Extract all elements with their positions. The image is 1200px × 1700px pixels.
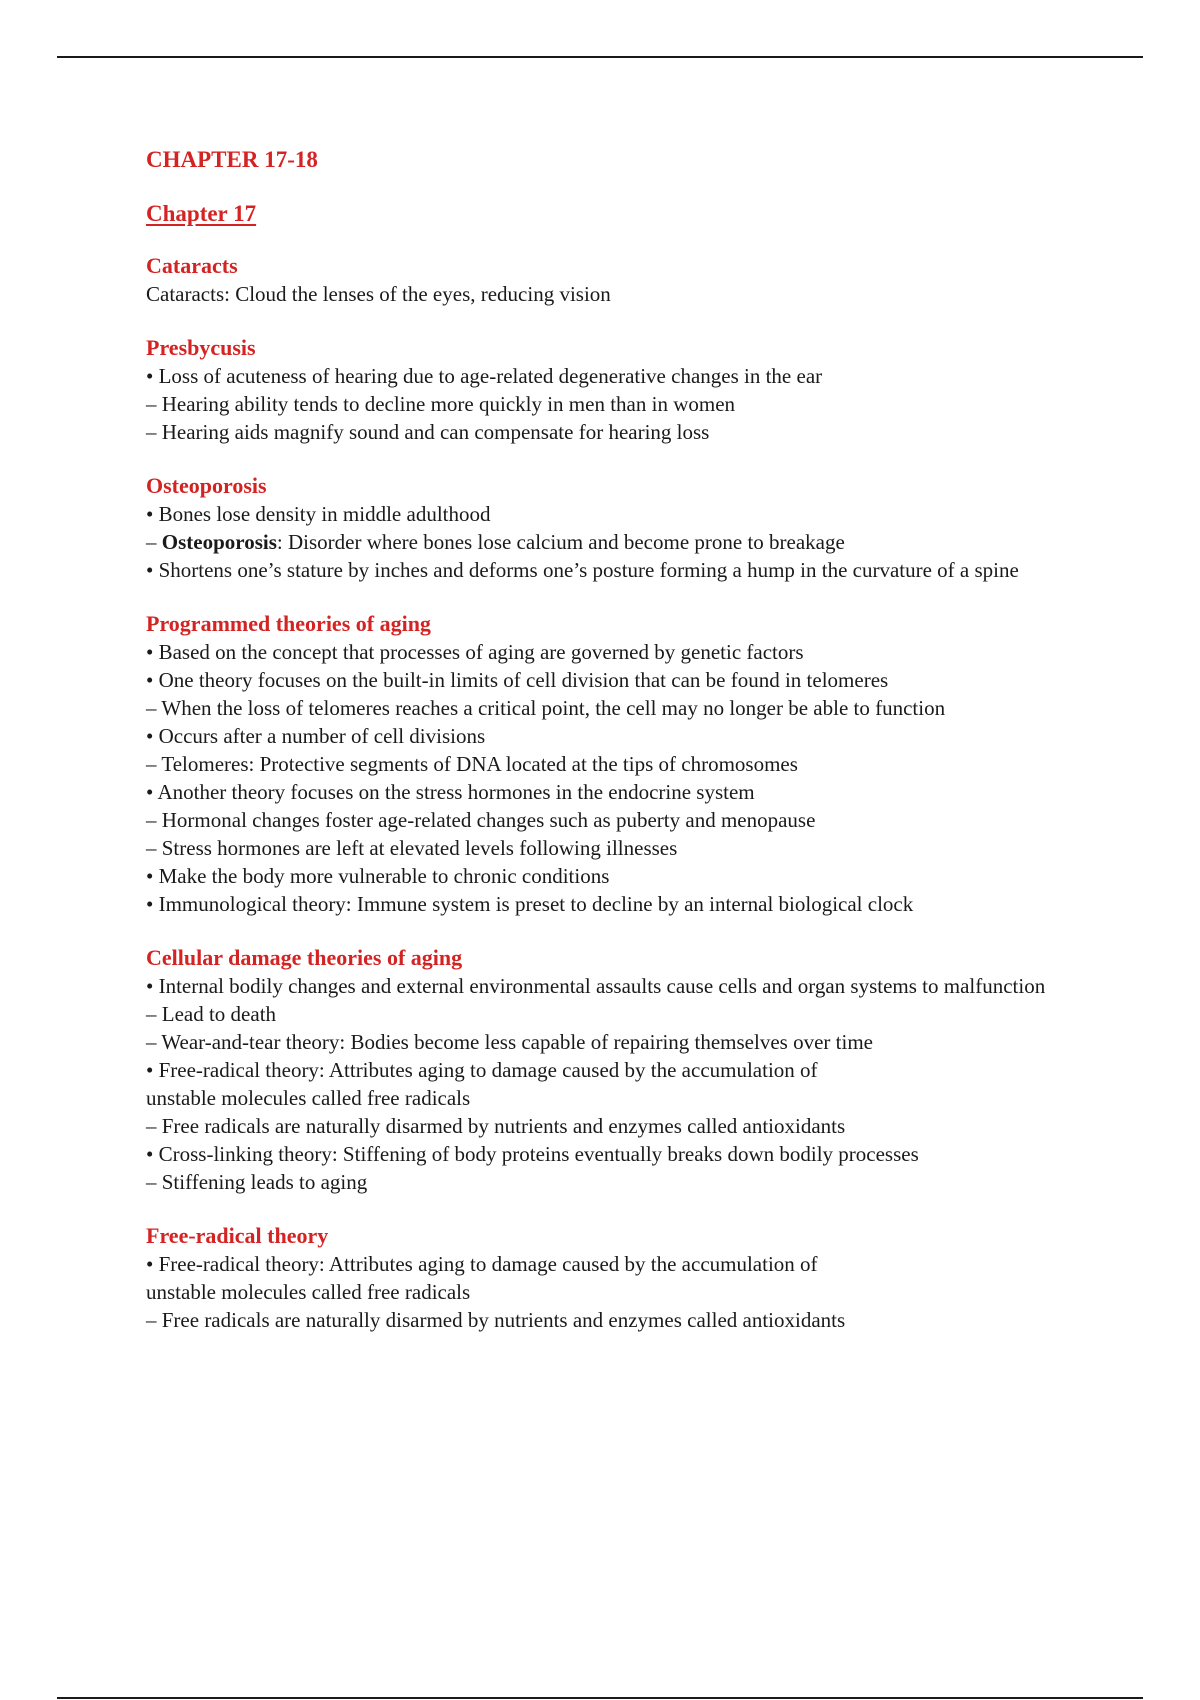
section: [146, 610, 1096, 918]
text-line: • Make the body more vulnerable to chronic conditions: [146, 864, 610, 888]
section-title: Cataracts: [146, 253, 238, 278]
text-line: – Hormonal changes foster age-related changes such as puberty and menopause: [146, 808, 816, 832]
text-line: • Bones lose density in middle adulthood: [146, 502, 491, 526]
text-line: • Shortens one’s stature by inches and deforms one’s posture forming a hump in the curvature of a spine: [146, 558, 1019, 582]
text-line: – Lead to death: [146, 1002, 277, 1026]
line-text: : Disorder where bones lose calcium and become prone to breakage: [276, 530, 845, 554]
chapter-heading: Chapter 17: [146, 201, 257, 226]
document-body: [146, 140, 1096, 1334]
text-line: • Immunological theory: Immune system is preset to decline by an internal biological clock: [146, 892, 914, 916]
text-line: Cataracts: Cloud the lenses of the eyes, reducing vision: [146, 282, 611, 306]
text-line: • Free-radical theory: Attributes aging to damage caused by the accumulation of: [146, 1252, 818, 1276]
section: [146, 1222, 1096, 1334]
top-rule: [57, 56, 1143, 58]
text-line: – Hearing ability tends to decline more quickly in men than in women: [146, 392, 736, 416]
section-title: Cellular damage theories of aging: [146, 945, 463, 970]
text-line: – Telomeres: Protective segments of DNA located at the tips of chromosomes: [146, 752, 798, 776]
section: [146, 472, 1096, 584]
text-line: unstable molecules called free radicals: [146, 1280, 471, 1304]
section: [146, 944, 1096, 1196]
text-line: • One theory focuses on the built-in limits of cell division that can be found in telomeres: [146, 668, 889, 692]
text-line: – When the loss of telomeres reaches a critical point, the cell may no longer be able to function: [146, 696, 946, 720]
section-title: Osteoporosis: [146, 473, 267, 498]
section: [146, 334, 1096, 446]
section-title: Presbycusis: [146, 335, 256, 360]
text-line: [146, 528, 1096, 556]
text-line: – Stiffening leads to aging: [146, 1170, 368, 1194]
sections-container: [146, 252, 1096, 1334]
bold-term: Osteoporosis: [161, 530, 277, 554]
bottom-rule: [57, 1697, 1143, 1699]
text-line: • Cross-linking theory: Stiffening of body proteins eventually breaks down bodily processes: [146, 1142, 919, 1166]
text-line: – Free radicals are naturally disarmed by nutrients and enzymes called antioxidants: [146, 1114, 846, 1138]
text-line: • Loss of acuteness of hearing due to age-related degenerative changes in the ear: [146, 364, 823, 388]
document-title: CHAPTER 17-18: [146, 147, 318, 172]
section: [146, 252, 1096, 308]
text-line: • Internal bodily changes and external environmental assaults cause cells and organ systems to malfunction: [146, 974, 1046, 998]
section-title: Programmed theories of aging: [146, 611, 431, 636]
text-line: – Stress hormones are left at elevated levels following illnesses: [146, 836, 678, 860]
text-line: • Free-radical theory: Attributes aging to damage caused by the accumulation of: [146, 1058, 818, 1082]
text-line: unstable molecules called free radicals: [146, 1086, 471, 1110]
text-line: – Free radicals are naturally disarmed by nutrients and enzymes called antioxidants: [146, 1308, 846, 1332]
text-line: – Hearing aids magnify sound and can compensate for hearing loss: [146, 420, 710, 444]
text-line: • Another theory focuses on the stress hormones in the endocrine system: [146, 780, 755, 804]
text-line: • Occurs after a number of cell divisions: [146, 724, 486, 748]
text-line: – Wear-and-tear theory: Bodies become less capable of repairing themselves over time: [146, 1030, 873, 1054]
text-line: • Based on the concept that processes of aging are governed by genetic factors: [146, 640, 804, 664]
section-title: Free-radical theory: [146, 1223, 329, 1248]
line-prefix: –: [146, 530, 162, 554]
